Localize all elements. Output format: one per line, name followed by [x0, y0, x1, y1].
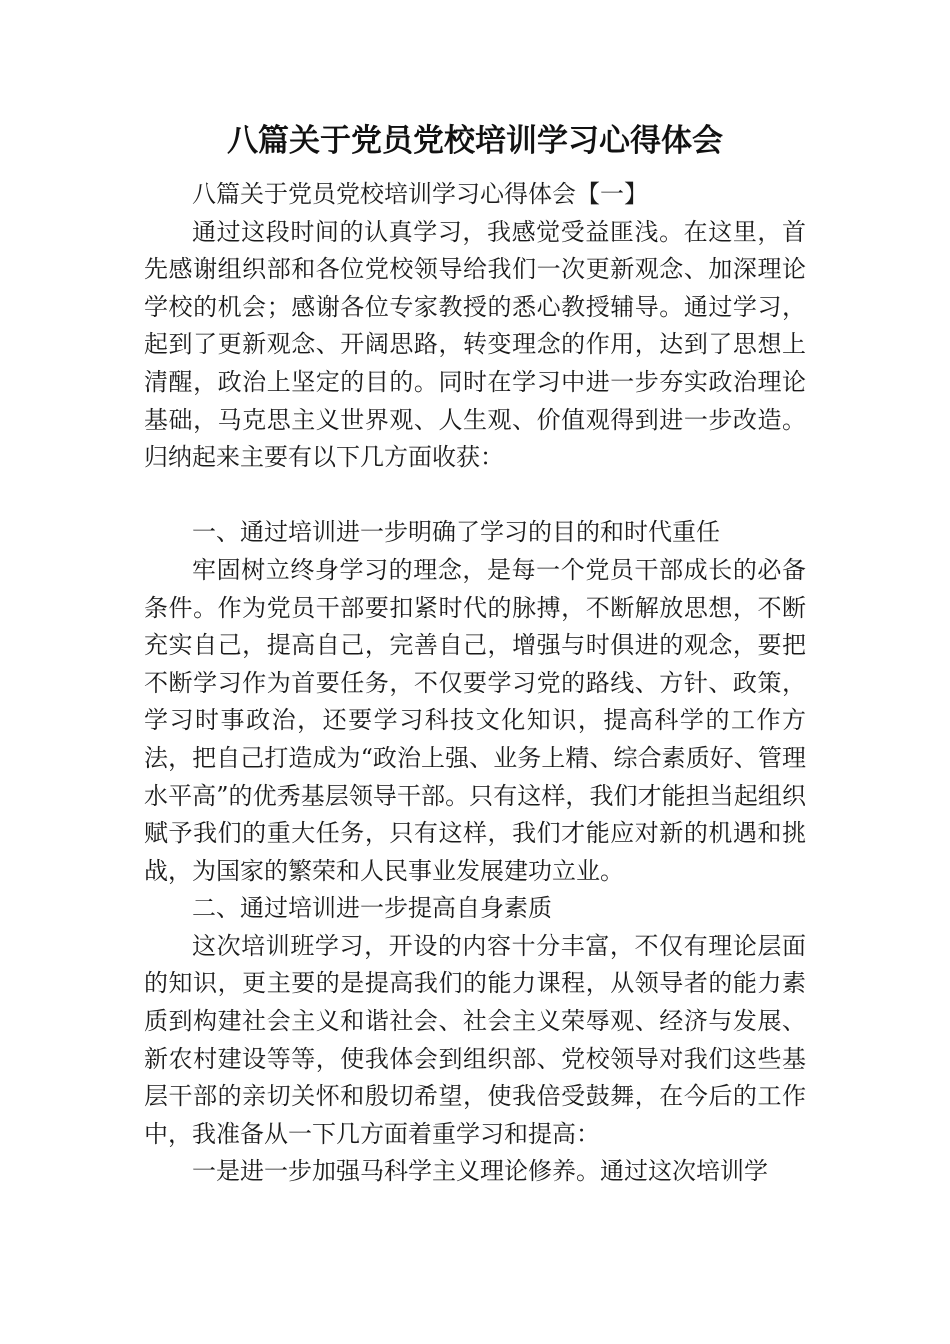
- document-title: 八篇关于党员党校培训学习心得体会: [227, 123, 723, 159]
- body-paragraph: 一是进一步加强马科学主义理论修养。通过这次培训学: [192, 1157, 768, 1186]
- body-paragraph: 这次培训班学习，开设的内容十分丰富，不仅有理论层面的知识，更主要的是提高我们的能力课程，从领导者的能力素质到构建社会主义和谐社会、社会主义荣辱观、经济与发展、新农村建设等等，使我体会到组织部、党校领导对我们这些基层干部的亲切关怀和殷切希望，使我倍受鼓舞，在今后的工作中，我准备从一下几方面着重学习和提高：: [144, 931, 806, 1148]
- body-paragraph: 牢固树立终身学习的理念，是每一个党员干部成长的必备条件。作为党员干部要扣紧时代的脉搏，不断解放思想，不断充实自己，提高自己，完善自己，增强与时俱进的观念，要把不断学习作为首要任务，不仅要学习党的路线、方针、政策，学习时事政治，还要学习科技文化知识，提高科学的工作方法，把自己打造成为“政治上强、业务上精、综合素质好、管理水平高”的优秀基层领导干部。只有这样，我们才能担当起组织赋予我们的重大任务，只有这样，我们才能应对新的机遇和挑战，为国家的繁荣和人民事业发展建功立业。: [144, 555, 806, 885]
- subheading-1: 一、通过培训进一步明确了学习的目的和时代重任: [192, 518, 720, 547]
- blank-line: [144, 477, 806, 515]
- section-heading: 八篇关于党员党校培训学习心得体会【一】: [192, 180, 648, 208]
- subheading-2: 二、通过培训进一步提高自身素质: [192, 894, 552, 923]
- document-page: [144, 118, 806, 1191]
- body-paragraph: 通过这段时间的认真学习，我感觉受益匪浅。在这里，首先感谢组织部和各位党校领导给我们一次更新观念、加深理论学校的机会；感谢各位专家教授的悉心教授辅导。通过学习，起到了更新观念、开阔思路，转变理念的作用，达到了思想上清醒，政治上坚定的目的。同时在学习中进一步夯实政治理论基础，马克思主义世界观、人生观、价值观得到进一步改造。归纳起来主要有以下几方面收获：: [144, 217, 806, 472]
